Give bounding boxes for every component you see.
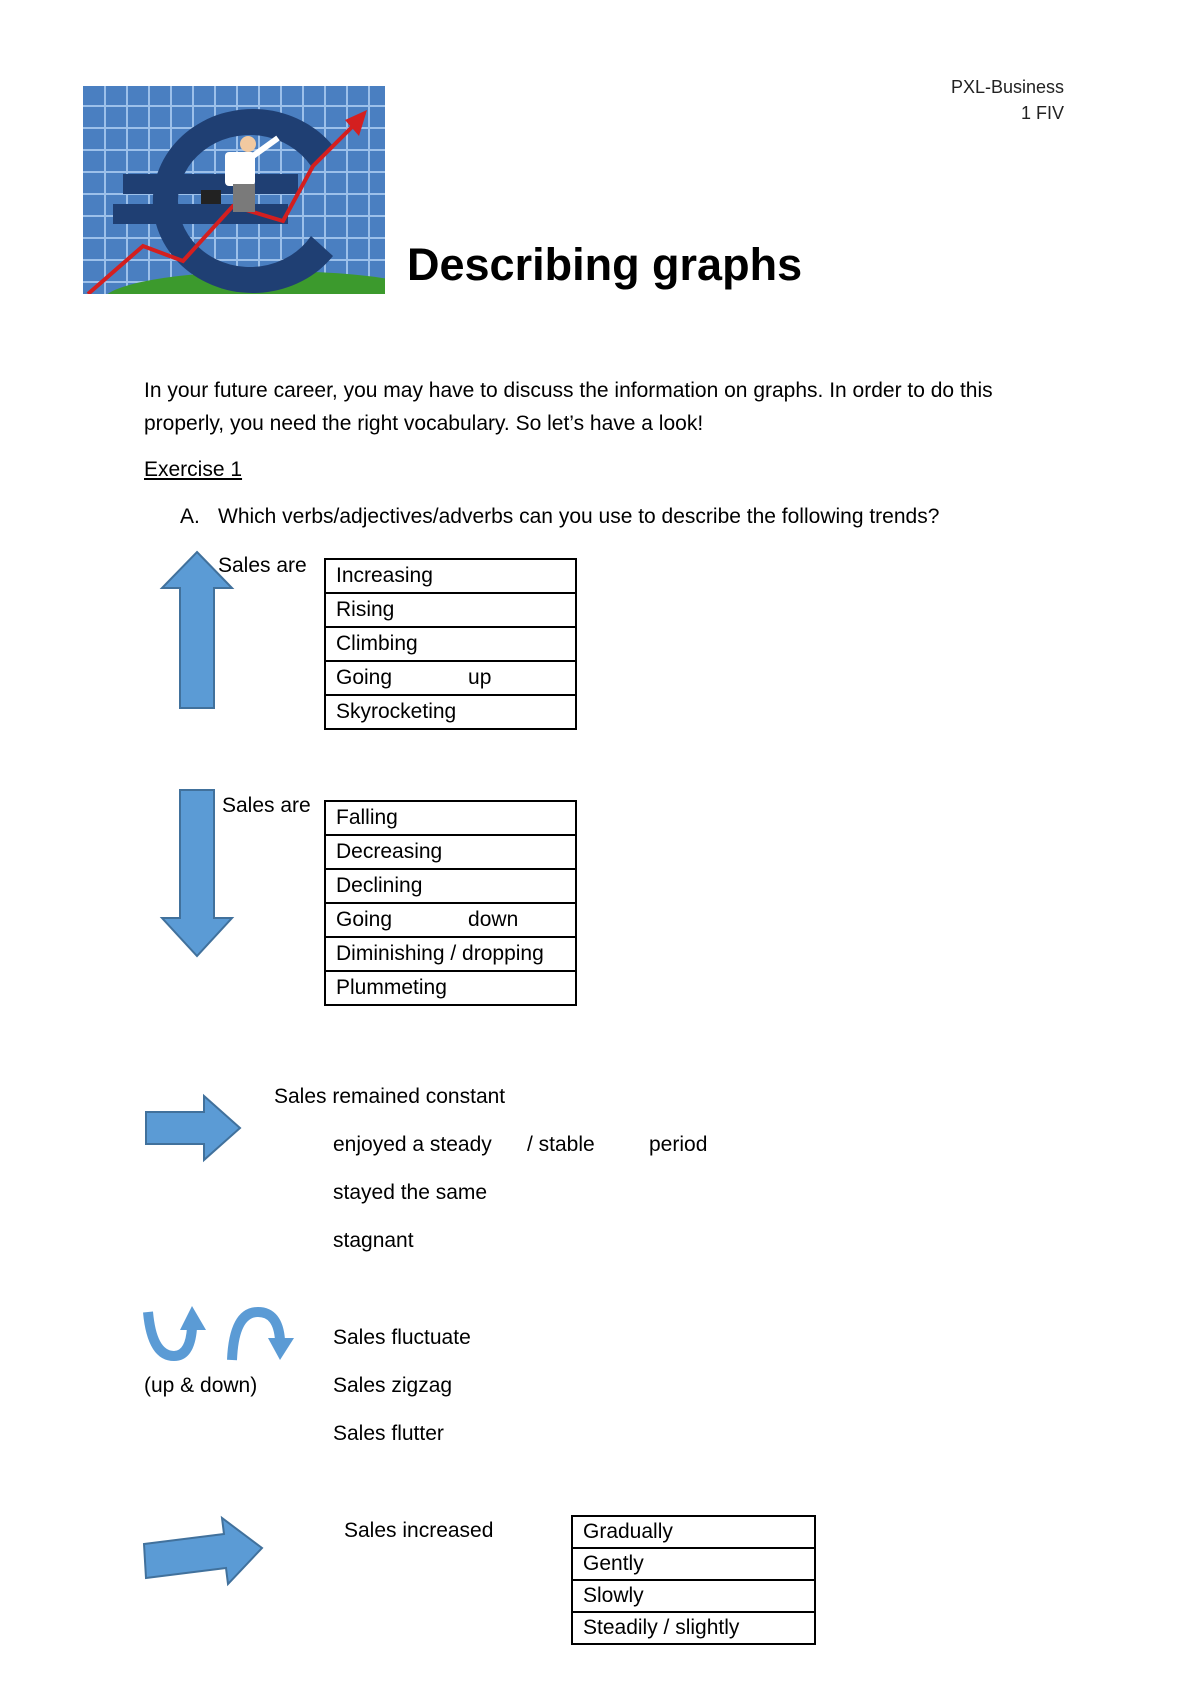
fluctuate-phrase: Sales fluctuate — [333, 1326, 471, 1349]
flutter-phrase: Sales flutter — [333, 1422, 444, 1445]
constant-title: Sales remained constant — [274, 1085, 506, 1108]
vocab-cell — [325, 661, 576, 695]
question-letter: A. — [180, 505, 200, 528]
table-row — [325, 801, 576, 835]
zigzag-phrase: Sales zigzag — [333, 1374, 453, 1397]
vocab-going: Going — [336, 908, 393, 931]
table-row — [572, 1612, 815, 1644]
table-row — [572, 1548, 815, 1580]
table-row — [325, 627, 576, 661]
header-line-class: 1 FIV — [1020, 103, 1064, 123]
vocab-cell: Plummeting — [325, 971, 576, 1005]
vocab-cell: Declining — [325, 869, 576, 903]
curved-down-arrow-icon — [224, 1304, 296, 1362]
vocab-going: Going — [336, 666, 393, 689]
arrow-right-icon — [144, 1094, 242, 1162]
vocab-cell: Falling — [325, 801, 576, 835]
increase-vocabulary-table — [571, 1515, 816, 1645]
vocab-cell: Rising — [325, 593, 576, 627]
up-vocabulary-table — [324, 558, 577, 730]
table-row — [325, 937, 576, 971]
fluctuate-label: (up & down) — [144, 1374, 258, 1397]
vocab-cell: Increasing — [325, 559, 576, 593]
vocab-cell: Slowly — [572, 1580, 815, 1612]
intro-paragraph: In your future career, you may have to discuss the information on graphs. In order to do this properly, you need the right vocabulary. So let’s have a look! — [144, 379, 993, 435]
table-row — [325, 661, 576, 695]
exercise-heading: Exercise 1 — [144, 458, 243, 481]
vocab-cell: Steadily / slightly — [572, 1612, 815, 1644]
constant-phrase-stagnant: stagnant — [333, 1229, 414, 1252]
constant-phrase-stable: / stable — [527, 1133, 595, 1156]
constant-phrase-period: period — [649, 1133, 708, 1156]
table-row — [325, 593, 576, 627]
down-vocabulary-table — [324, 800, 577, 1006]
vocab-going-down: down — [468, 908, 519, 931]
vocab-cell — [325, 903, 576, 937]
page-title: Describing graphs — [407, 239, 803, 290]
table-row — [572, 1516, 815, 1548]
constant-phrase-steady: enjoyed a steady — [333, 1133, 492, 1156]
vocab-cell: Gently — [572, 1548, 815, 1580]
table-row — [325, 695, 576, 729]
vocab-cell: Decreasing — [325, 835, 576, 869]
table-row — [325, 835, 576, 869]
question-text: Which verbs/adjectives/adverbs can you use to describe the following trends? — [218, 505, 940, 528]
vocab-going-up: up — [468, 666, 492, 689]
increase-label: Sales increased — [344, 1519, 494, 1542]
euro-growth-icon — [83, 86, 385, 294]
vocab-cell: Skyrocketing — [325, 695, 576, 729]
table-row — [325, 559, 576, 593]
arrow-slight-up-icon — [142, 1514, 264, 1590]
table-row — [572, 1580, 815, 1612]
up-sales-label: Sales are — [218, 554, 307, 577]
header-course-info — [951, 74, 1064, 126]
constant-phrase-same: stayed the same — [333, 1181, 488, 1204]
curved-up-arrow-icon — [142, 1304, 208, 1362]
vocab-cell: Climbing — [325, 627, 576, 661]
table-row — [325, 971, 576, 1005]
vocab-cell: Diminishing / dropping — [325, 937, 576, 971]
vocab-cell: Gradually — [572, 1516, 815, 1548]
table-row — [325, 869, 576, 903]
table-row — [325, 903, 576, 937]
header-line-school: PXL-Business — [950, 77, 1064, 97]
down-sales-label: Sales are — [222, 794, 311, 817]
